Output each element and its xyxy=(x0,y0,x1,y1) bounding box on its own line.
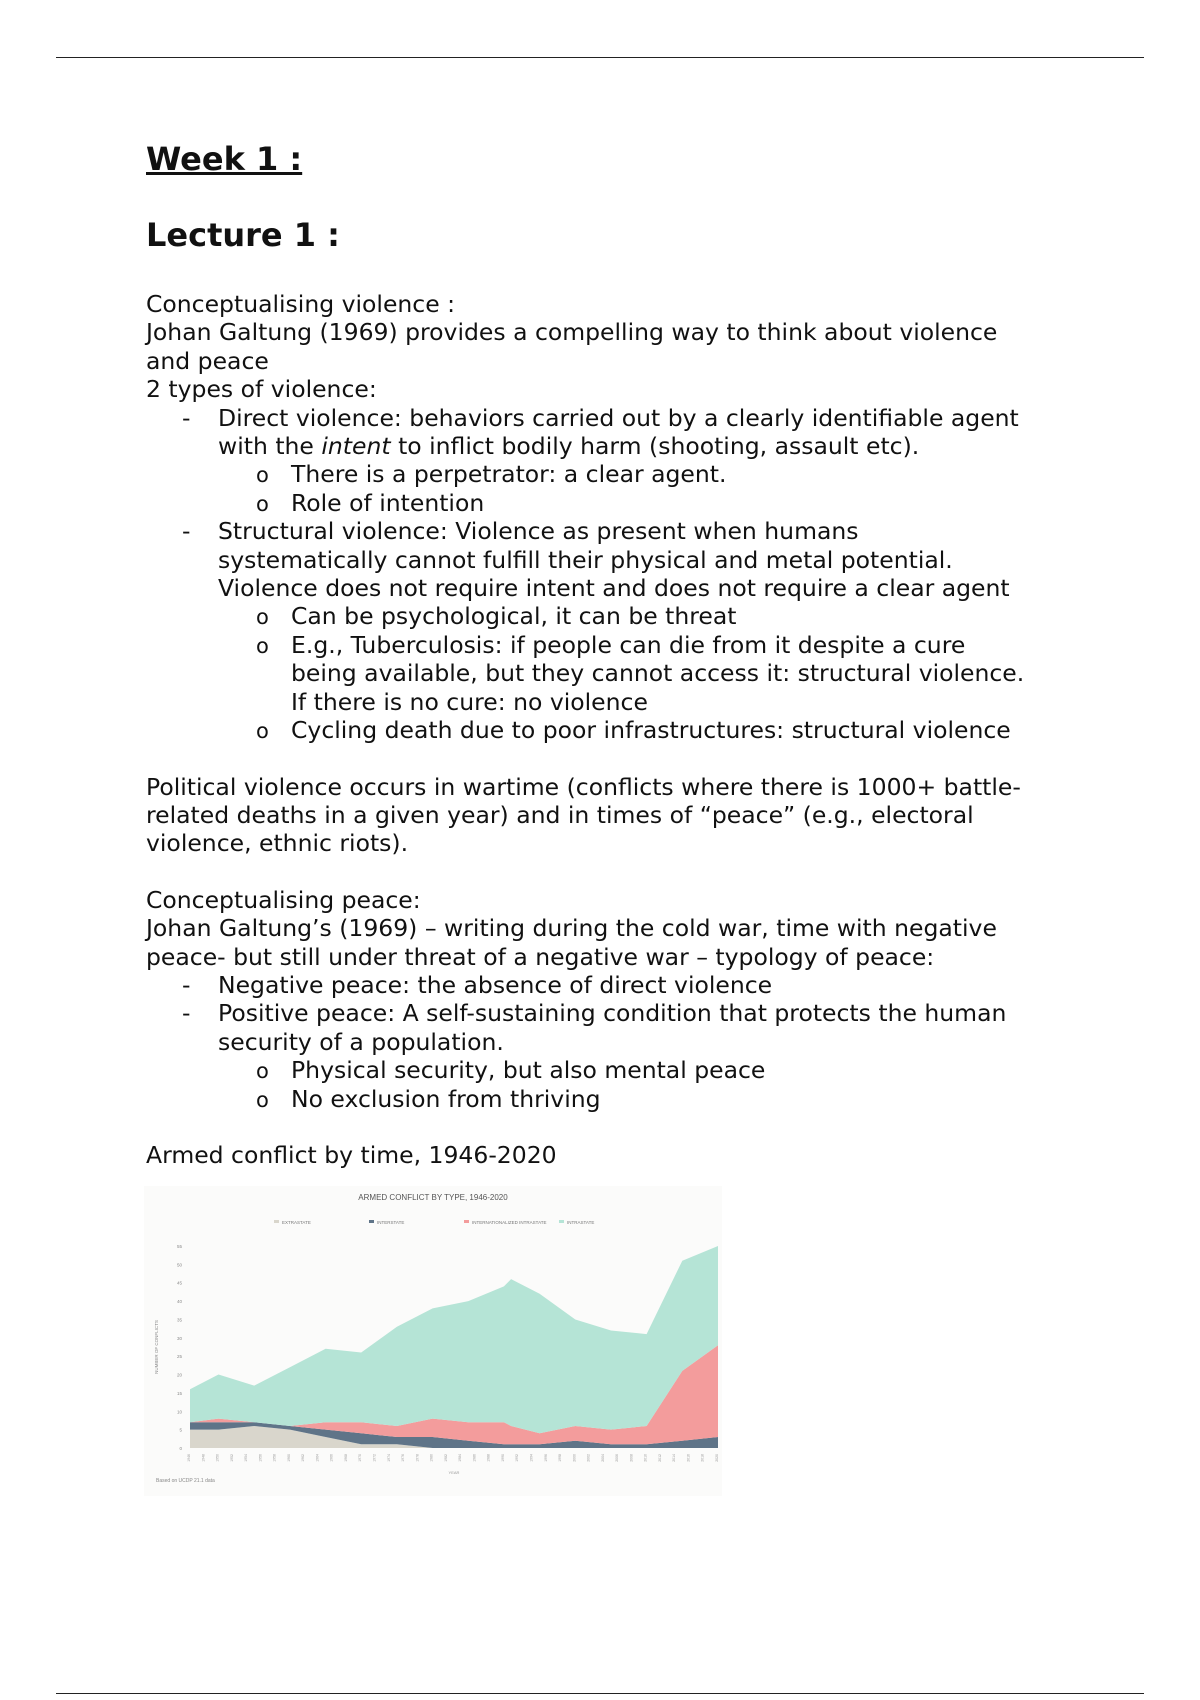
y-tick-label: 15 xyxy=(176,1390,182,1396)
x-tick-label: 1954 xyxy=(244,1454,249,1462)
x-axis-label: YEAR xyxy=(448,1470,460,1475)
chart-source-note: Based on UCDP 21.1 data xyxy=(156,1478,215,1484)
x-tick-label: 1984 xyxy=(458,1454,463,1462)
structural-sub-2-line-1: E.g., Tuberculosis: if people can die from it despite a cure xyxy=(291,630,966,659)
structural-sub-1: Can be psychological, it can be threat xyxy=(291,602,737,631)
positive-sub-item xyxy=(146,1056,1076,1084)
negative-peace-item xyxy=(146,971,1076,999)
x-tick-label: 1960 xyxy=(286,1454,291,1462)
legend-label: INTERNATIONALIZED INTRASTATE xyxy=(472,1220,547,1225)
x-tick-label: 1970 xyxy=(358,1454,363,1462)
y-tick-label: 55 xyxy=(176,1244,182,1249)
x-tick-label: 1966 xyxy=(329,1454,334,1462)
y-tick-label: 20 xyxy=(176,1372,182,1378)
y-tick-label: 0 xyxy=(179,1446,182,1451)
circle-bullet: o xyxy=(256,491,269,516)
positive-peace-line-1: Positive peace: A self-sustaining condition that protects the human xyxy=(218,999,1007,1028)
violence-intro-1: Johan Galtung (1969) provides a compelling way to think about violence xyxy=(146,318,998,347)
week-heading: Week 1 : xyxy=(146,140,303,178)
chart-caption: Armed conflict by time, 1946-2020 xyxy=(146,1140,557,1169)
direct-line-2-post: to inflict bodily harm (shooting, assault etc). xyxy=(390,432,920,461)
negative-peace-text: Negative peace: the absence of direct violence xyxy=(218,970,773,999)
document-body xyxy=(146,140,1076,1169)
circle-bullet: o xyxy=(256,1059,269,1084)
x-tick-label: 1976 xyxy=(401,1454,406,1462)
y-tick-label: 5 xyxy=(179,1427,182,1433)
x-tick-label: 1946 xyxy=(187,1454,191,1462)
dash-bullet: - xyxy=(182,999,191,1028)
peace-intro-2: peace- but still under threat of a negative war – typology of peace: xyxy=(146,942,935,971)
structural-line-2: systematically cannot fulfill their physical and metal potential. xyxy=(218,545,953,574)
y-tick-label: 30 xyxy=(176,1335,182,1341)
x-tick-label: 1958 xyxy=(272,1454,277,1462)
x-tick-label: 1968 xyxy=(344,1454,348,1462)
chart-svg xyxy=(144,1186,722,1496)
circle-bullet: o xyxy=(256,605,269,630)
x-tick-label: 2000 xyxy=(572,1454,577,1462)
x-tick-label: 1978 xyxy=(415,1454,420,1462)
x-tick-label: 1992 xyxy=(515,1454,520,1462)
positive-sub-2: No exclusion from thriving xyxy=(291,1084,601,1113)
x-tick-label: 2010 xyxy=(643,1454,648,1462)
x-tick-label: 2012 xyxy=(657,1454,662,1462)
political-line-3: violence, ethnic riots). xyxy=(146,829,409,858)
x-tick-label: 1980 xyxy=(429,1454,434,1462)
chart-title: ARMED CONFLICT BY TYPE, 1946-2020 xyxy=(358,1193,508,1202)
positive-peace-line-2: security of a population. xyxy=(218,1027,504,1056)
x-tick-label: 2002 xyxy=(586,1454,591,1462)
x-tick-label: 1962 xyxy=(301,1454,306,1462)
y-tick-label: 40 xyxy=(176,1299,182,1305)
legend-swatch xyxy=(559,1220,564,1223)
circle-bullet: o xyxy=(256,719,269,744)
x-tick-label: 1990 xyxy=(500,1454,505,1462)
peace-intro-1: Johan Galtung’s (1969) – writing during the cold war, time with negative xyxy=(146,914,997,943)
x-tick-label: 1956 xyxy=(258,1454,263,1462)
legend-label: INTERSTATE xyxy=(377,1220,405,1225)
legend-swatch xyxy=(274,1220,279,1223)
direct-violence-item xyxy=(146,404,1076,461)
structural-sub-2-line-3: If there is no cure: no violence xyxy=(291,687,648,716)
y-tick-label: 50 xyxy=(176,1262,182,1268)
structural-sub-item xyxy=(146,602,1076,630)
x-tick-label: 1996 xyxy=(543,1454,548,1462)
x-tick-label: 1948 xyxy=(201,1454,206,1462)
legend-label: INTRASTATE xyxy=(567,1220,595,1225)
structural-violence-item xyxy=(146,517,1076,602)
dash-bullet: - xyxy=(182,403,191,432)
circle-bullet: o xyxy=(256,1087,269,1112)
legend-swatch xyxy=(464,1220,469,1223)
x-tick-label: 2004 xyxy=(600,1454,605,1462)
political-line-1: Political violence occurs in wartime (conflicts where there is 1000+ battle- xyxy=(146,772,1021,801)
structural-sub-3: Cycling death due to poor infrastructures: structural violence xyxy=(291,716,1011,745)
x-tick-label: 1998 xyxy=(558,1454,562,1462)
structural-sub-2-line-2: being available, but they cannot access it: structural violence. xyxy=(291,659,1025,688)
x-tick-label: 1974 xyxy=(386,1454,391,1462)
peace-title: Conceptualising peace: xyxy=(146,885,421,914)
y-tick-label: 10 xyxy=(176,1409,182,1415)
violence-intro-2: and peace xyxy=(146,346,269,375)
political-line-2: related deaths in a given year) and in times of “peace” (e.g., electoral xyxy=(146,800,974,829)
direct-sub-1: There is a perpetrator: a clear agent. xyxy=(291,460,727,489)
direct-line-1: Direct violence: behaviors carried out by a clearly identifiable agent xyxy=(218,403,1019,432)
x-tick-label: 2006 xyxy=(615,1454,620,1462)
structural-sub-item xyxy=(146,631,1076,716)
lecture-heading: Lecture 1 : xyxy=(146,216,340,254)
x-tick-label: 1952 xyxy=(229,1454,234,1462)
positive-sub-item xyxy=(146,1085,1076,1113)
violence-title: Conceptualising violence : xyxy=(146,290,456,318)
x-tick-label: 1988 xyxy=(486,1454,491,1462)
y-axis-label: NUMBER OF CONFLICTS xyxy=(154,1320,159,1374)
direct-sub-item xyxy=(146,460,1076,488)
x-tick-label: 1950 xyxy=(215,1454,220,1462)
structural-line-1: Structural violence: Violence as present when humans xyxy=(218,517,859,546)
dash-bullet: - xyxy=(182,970,191,999)
x-tick-label: 1964 xyxy=(315,1454,320,1462)
y-tick-label: 25 xyxy=(176,1354,182,1360)
circle-bullet: o xyxy=(256,633,269,658)
y-tick-label: 35 xyxy=(176,1317,182,1323)
positive-sub-1: Physical security, but also mental peace xyxy=(291,1056,766,1085)
x-tick-label: 2008 xyxy=(629,1454,634,1462)
direct-line-2 xyxy=(218,432,1076,460)
x-tick-label: 2020 xyxy=(715,1454,719,1462)
footer-rule xyxy=(56,1693,1144,1694)
x-tick-label: 1986 xyxy=(472,1454,477,1462)
legend-label: EXTRASTATE xyxy=(282,1220,311,1225)
direct-line-2-emphasis: intent xyxy=(321,432,391,461)
direct-sub-item xyxy=(146,489,1076,517)
armed-conflict-chart xyxy=(144,1186,722,1496)
positive-peace-item xyxy=(146,999,1076,1056)
direct-sub-2: Role of intention xyxy=(291,488,485,517)
legend-swatch xyxy=(369,1220,374,1223)
y-tick-label: 45 xyxy=(176,1280,182,1286)
structural-line-3: Violence does not require intent and does not require a clear agent xyxy=(218,574,1010,603)
direct-line-2-pre: with the xyxy=(218,432,322,461)
x-tick-label: 1982 xyxy=(443,1454,448,1462)
header-rule xyxy=(56,57,1144,58)
x-tick-label: 1972 xyxy=(372,1454,377,1462)
circle-bullet: o xyxy=(256,463,269,488)
x-tick-label: 2018 xyxy=(700,1454,705,1462)
dash-bullet: - xyxy=(182,517,191,546)
x-tick-label: 1994 xyxy=(529,1454,534,1462)
violence-types-label: 2 types of violence: xyxy=(146,375,377,404)
x-tick-label: 2016 xyxy=(686,1454,691,1462)
structural-sub-item xyxy=(146,716,1076,744)
x-tick-label: 2014 xyxy=(672,1454,677,1462)
